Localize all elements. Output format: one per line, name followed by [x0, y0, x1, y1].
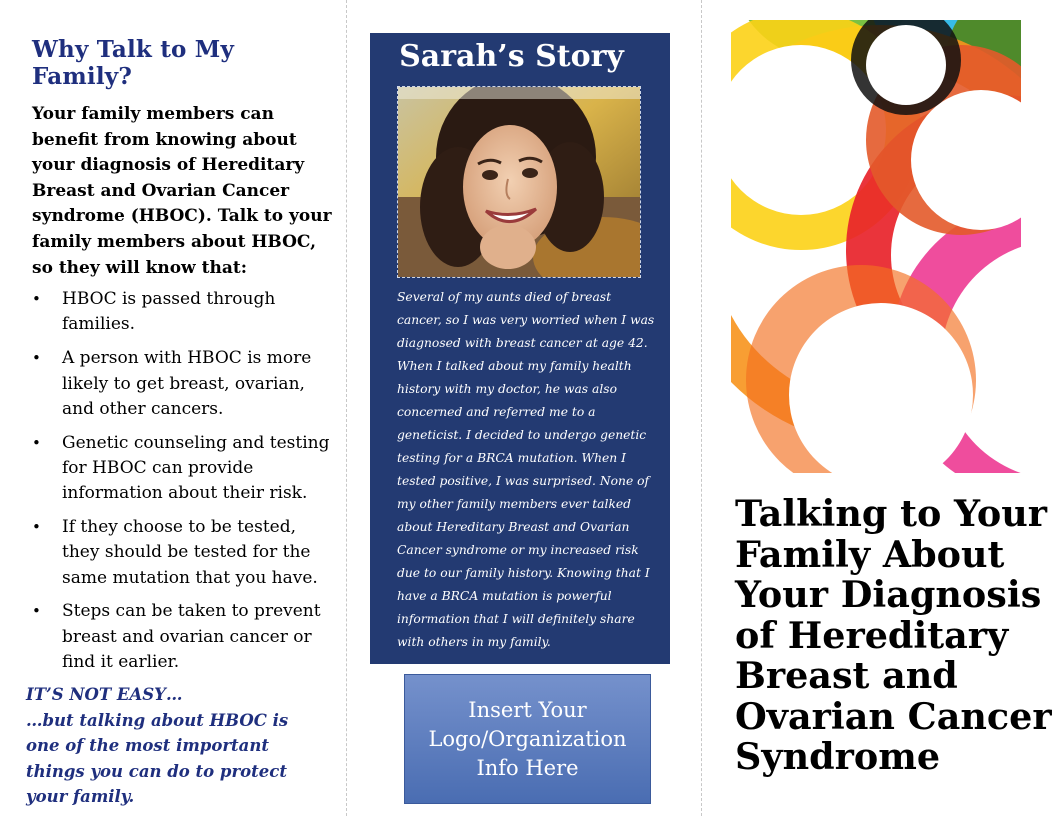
bullet-item	[28, 431, 334, 507]
bullet-text: A person with HBOC is more likely to get breast, ovarian, and other cancers.	[62, 348, 312, 419]
bullet-list	[28, 287, 338, 675]
bullet-marker: •	[32, 349, 41, 368]
cover-title-line: Family About	[735, 532, 1005, 576]
callout-line: things you can do to protect	[26, 761, 287, 781]
bullet-text: Genetic counseling and testing for HBOC can provide information about their risk.	[62, 432, 330, 504]
cover-title	[735, 492, 1052, 778]
fold-line-right	[701, 0, 702, 816]
bullet-text: HBOC is passed through families.	[62, 289, 276, 335]
cover-title-line: Your Diagnosis	[735, 573, 1042, 616]
bullet-marker: •	[32, 433, 41, 452]
bullet-item	[28, 599, 334, 675]
cover-title-line: Breast and	[735, 654, 958, 697]
logo-placeholder-line: Logo/Organization	[428, 726, 627, 751]
story-title: Sarah’s Story	[399, 39, 624, 74]
section-heading: Why Talk to My Family?	[32, 36, 235, 90]
bullet-text: Steps can be taken to prevent breast and ovarian cancer or find it earlier.	[62, 601, 321, 673]
bullet-item	[28, 346, 334, 422]
story-box	[370, 33, 670, 664]
callout-line: your family.	[26, 787, 135, 807]
logo-placeholder-box	[404, 674, 651, 804]
callout-line: IT’S NOT EASY…	[26, 685, 183, 704]
cover-title-line: Talking to Your	[735, 492, 1048, 535]
logo-placeholder-line: Info Here	[476, 755, 579, 780]
bullet-item	[28, 515, 334, 591]
callout-line: one of the most important	[26, 736, 269, 756]
logo-placeholder-line: Insert Your	[468, 697, 587, 722]
portrait-illustration	[398, 87, 640, 277]
intro-paragraph: Your family members can benefit from knowing about your diagnosis of Hereditary Breast and Ovarian Cancer syndrome (HBOC). Talk to your family members about HBOC, so they will know that:	[32, 104, 332, 278]
bullet-marker: •	[32, 602, 41, 621]
fold-line-left	[346, 0, 347, 816]
bullet-text: If they choose to be tested, they should be tested for the same mutation that you have.	[62, 517, 318, 588]
callout-line: …but talking about HBOC is	[26, 710, 289, 730]
bullet-item	[28, 287, 334, 338]
cover-title-line: Ovarian Cancer	[735, 694, 1052, 738]
left-panel	[28, 36, 338, 684]
story-text: Several of my aunts died of breast cancer, so I was very worried when I was diagnosed with breast cancer at age 42. When I talked about my family health history with my doctor, he was also concerned and referred me to a geneticist. I decided to undergo genetic testing for a BRCA mutation. When I tested positive, I was surprised. None of my other family members ever talked about Hereditary Breast and Ovarian Cancer syndrome or my increased risk due to our family history. Knowing that I have a BRCA mutation is powerful information that I will definitely share with others in my family.	[397, 290, 655, 649]
bullet-marker: •	[32, 518, 41, 537]
bullet-marker: •	[32, 290, 41, 309]
cover-title-line: of Hereditary	[735, 613, 1009, 657]
not-easy-callout	[26, 682, 336, 810]
portrait-photo	[397, 86, 641, 278]
cover-title-line: Syndrome	[735, 735, 941, 778]
decorative-arcs-graphic	[731, 20, 1021, 473]
